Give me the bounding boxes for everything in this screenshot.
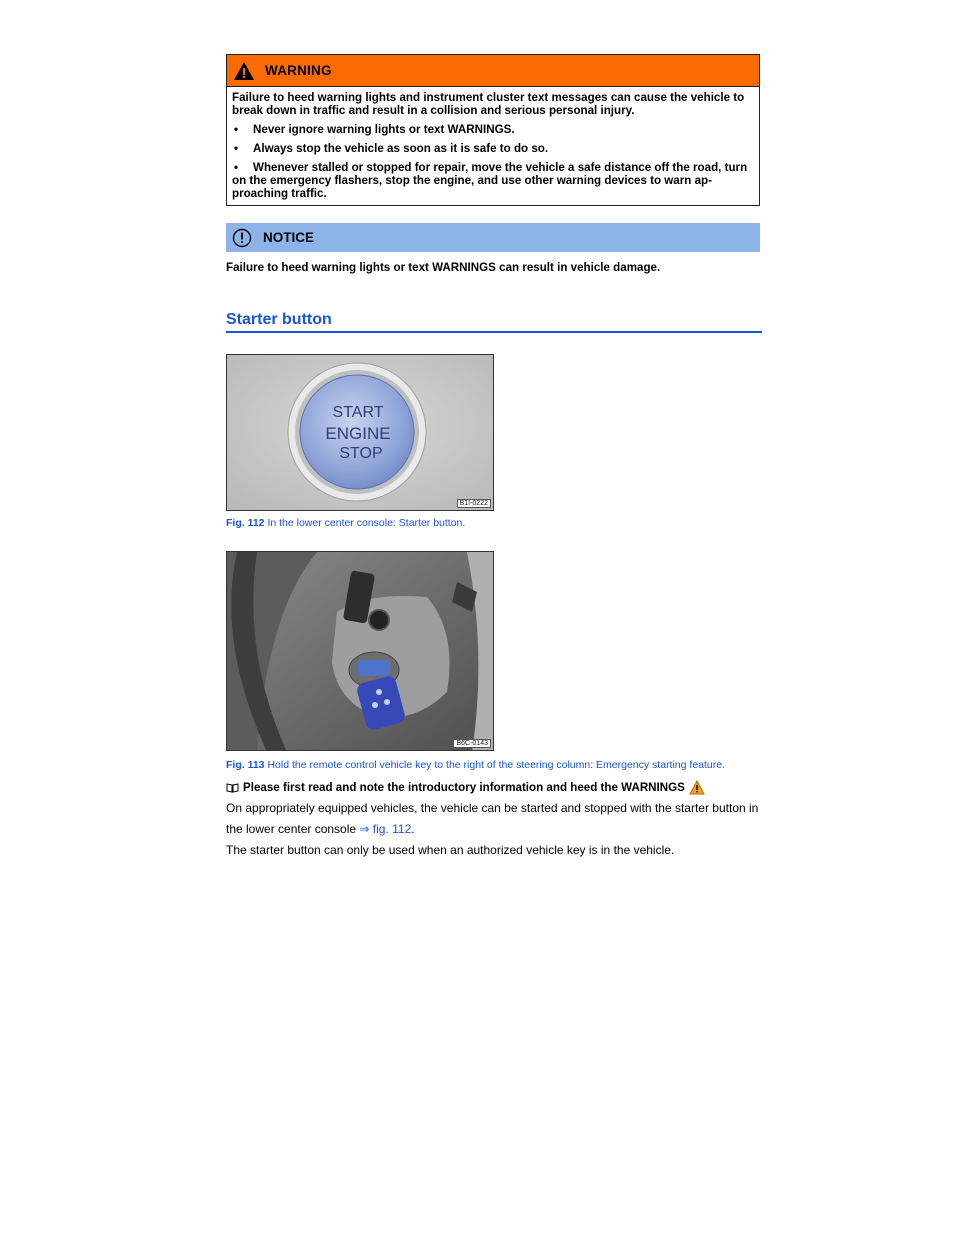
warning-item (232, 142, 754, 155)
paragraph-text: . (411, 822, 415, 836)
figure-caption-text: In the lower center console: Starter button. (264, 517, 466, 529)
figure-link[interactable]: ⇒ fig. 112 (359, 822, 412, 836)
warning-body (227, 87, 759, 205)
warning-item-text: Never ignore warning lights or text WARNINGS. (253, 123, 515, 136)
notice-header (226, 223, 760, 252)
section-title: Starter button (226, 311, 762, 333)
notice-text: Failure to heed warning lights or text WARNINGS can result in vehicle damage. (226, 261, 661, 274)
figure-label: Fig. 112 (226, 517, 265, 529)
warning-item (232, 161, 754, 200)
bullet: • (234, 161, 239, 174)
warning-box (226, 54, 760, 206)
paragraph-text: On appropriately equipped vehicles, the vehicle can be started and stopped with the starter button in the lower center console (226, 801, 759, 836)
figure-code: B6C-0143 (453, 739, 491, 748)
warning-item (232, 123, 754, 136)
warning-title: WARNING (265, 63, 332, 78)
figure-emergency-starting (226, 551, 494, 751)
warning-item-text: Always stop the vehicle as soon as it is safe to do so. (253, 142, 549, 155)
figure-label: Fig. 113 (226, 759, 265, 771)
button-label-engine: ENGINE (325, 424, 391, 443)
notice-title: NOTICE (263, 230, 315, 245)
warning-triangle-icon (233, 61, 255, 81)
intro-line (226, 780, 705, 795)
bullet: • (234, 123, 239, 136)
starter-button-illustration (227, 355, 494, 511)
book-icon (226, 782, 239, 793)
warning-intro: Failure to heed warning lights and instrument cluster text messages can cause the vehicle to break down in traffic and result in a collision and serious personal injury. (232, 91, 745, 117)
button-label-start: START (332, 404, 384, 421)
body-paragraph (226, 798, 766, 840)
figure-code: B1I-0222 (457, 499, 491, 508)
button-label-stop: STOP (339, 445, 383, 462)
intro-text: Please first read and note the introductory information and heed the WARNINGS (243, 781, 685, 794)
figure-caption (226, 517, 465, 529)
figure-starter-button (226, 354, 494, 511)
figure-caption-text: Hold the remote control vehicle key to the right of the steering column: Emergency starting feature. (264, 759, 726, 771)
warning-header (227, 55, 759, 87)
warning-triangle-icon (689, 780, 705, 795)
emergency-start-illustration (227, 552, 494, 751)
body-paragraph: The starter button can only be used when an authorized vehicle key is in the vehicle. (226, 843, 675, 857)
notice-exclamation-icon (232, 228, 252, 248)
warning-list (232, 123, 754, 200)
figure-caption (226, 759, 725, 771)
bullet: • (234, 142, 239, 155)
warning-item-text: Whenever stalled or stopped for repair, move the vehicle a safe distance off the road, turn on the emergency flashers, stop the engine, and use other warning devices to warn approaching traffic. (232, 161, 748, 200)
